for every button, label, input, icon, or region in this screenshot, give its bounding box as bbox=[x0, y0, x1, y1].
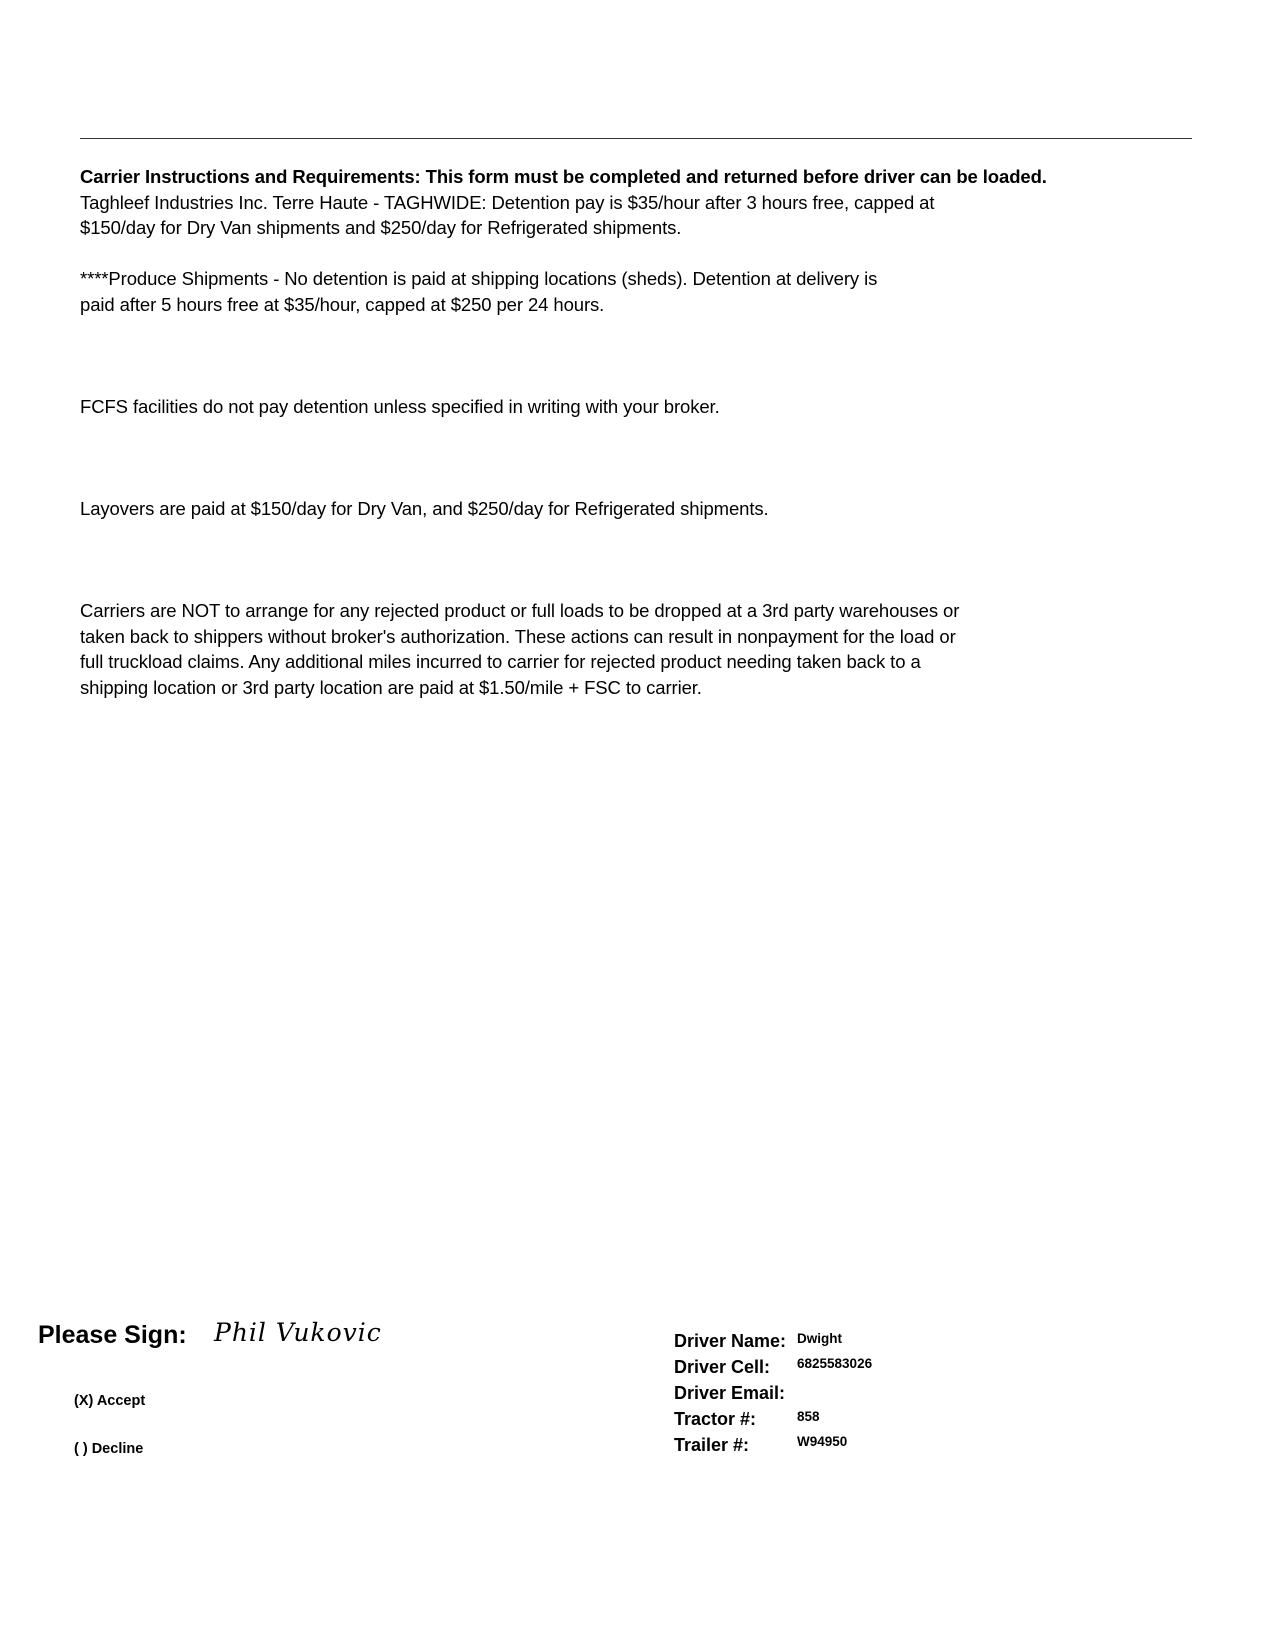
detention-pay-line-1: Taghleef Industries Inc. Terre Haute - TAGHWIDE: Detention pay is $35/hour after 3 hours free, capped at bbox=[80, 191, 935, 213]
produce-line-2: paid after 5 hours free at $35/hour, capped at $250 per 24 hours. bbox=[80, 293, 605, 315]
trailer-number-value[interactable]: W94950 bbox=[797, 1434, 848, 1449]
layovers-paragraph bbox=[80, 496, 1210, 522]
tractor-number-value[interactable]: 858 bbox=[797, 1409, 820, 1424]
rejected-product-paragraph bbox=[80, 598, 1210, 700]
rejected-line-2: taken back to shippers without broker's authorization. These actions can result in nonpayment for the load or bbox=[80, 625, 956, 647]
produce-line-1: ****Produce Shipments - No detention is paid at shipping locations (sheds). Detention at delivery is bbox=[80, 268, 878, 289]
accept-option[interactable]: (X) Accept bbox=[74, 1393, 146, 1409]
rejected-line-1: Carriers are NOT to arrange for any rejected product or full loads to be dropped at a 3rd party warehouses or bbox=[80, 600, 960, 621]
fcfs-line: FCFS facilities do not pay detention unless specified in writing with your broker. bbox=[80, 396, 720, 417]
tractor-number-label: Tractor #: bbox=[674, 1409, 757, 1429]
instructions-heading: Carrier Instructions and Requirements: This form must be completed and returned before driver can be loaded. bbox=[80, 166, 1047, 187]
layovers-line: Layovers are paid at $150/day for Dry Van, and $250/day for Refrigerated shipments. bbox=[80, 498, 769, 519]
driver-name-value[interactable]: Dwight bbox=[797, 1331, 842, 1346]
driver-cell-label: Driver Cell: bbox=[674, 1357, 771, 1377]
driver-name-label: Driver Name: bbox=[674, 1331, 787, 1351]
rejected-line-4: shipping location or 3rd party location are paid at $1.50/mile + FSC to carrier. bbox=[80, 676, 702, 698]
please-sign-label: Please Sign: bbox=[38, 1321, 187, 1349]
carrier-instructions-paragraph bbox=[80, 164, 1210, 241]
fcfs-paragraph bbox=[80, 394, 1210, 420]
driver-email-label: Driver Email: bbox=[674, 1383, 786, 1403]
header-rule bbox=[80, 138, 1192, 139]
signature-field[interactable]: Phil Vukovic bbox=[214, 1318, 382, 1347]
produce-shipments-paragraph bbox=[80, 266, 1210, 317]
trailer-number-label: Trailer #: bbox=[674, 1435, 750, 1455]
decline-option[interactable]: ( ) Decline bbox=[74, 1441, 144, 1457]
driver-cell-value[interactable]: 6825583026 bbox=[797, 1356, 873, 1371]
detention-pay-line-2: $150/day for Dry Van shipments and $250/day for Refrigerated shipments. bbox=[80, 217, 682, 238]
rejected-line-3: full truckload claims. Any additional miles incurred to carrier for rejected product needing taken back to a bbox=[80, 651, 921, 672]
